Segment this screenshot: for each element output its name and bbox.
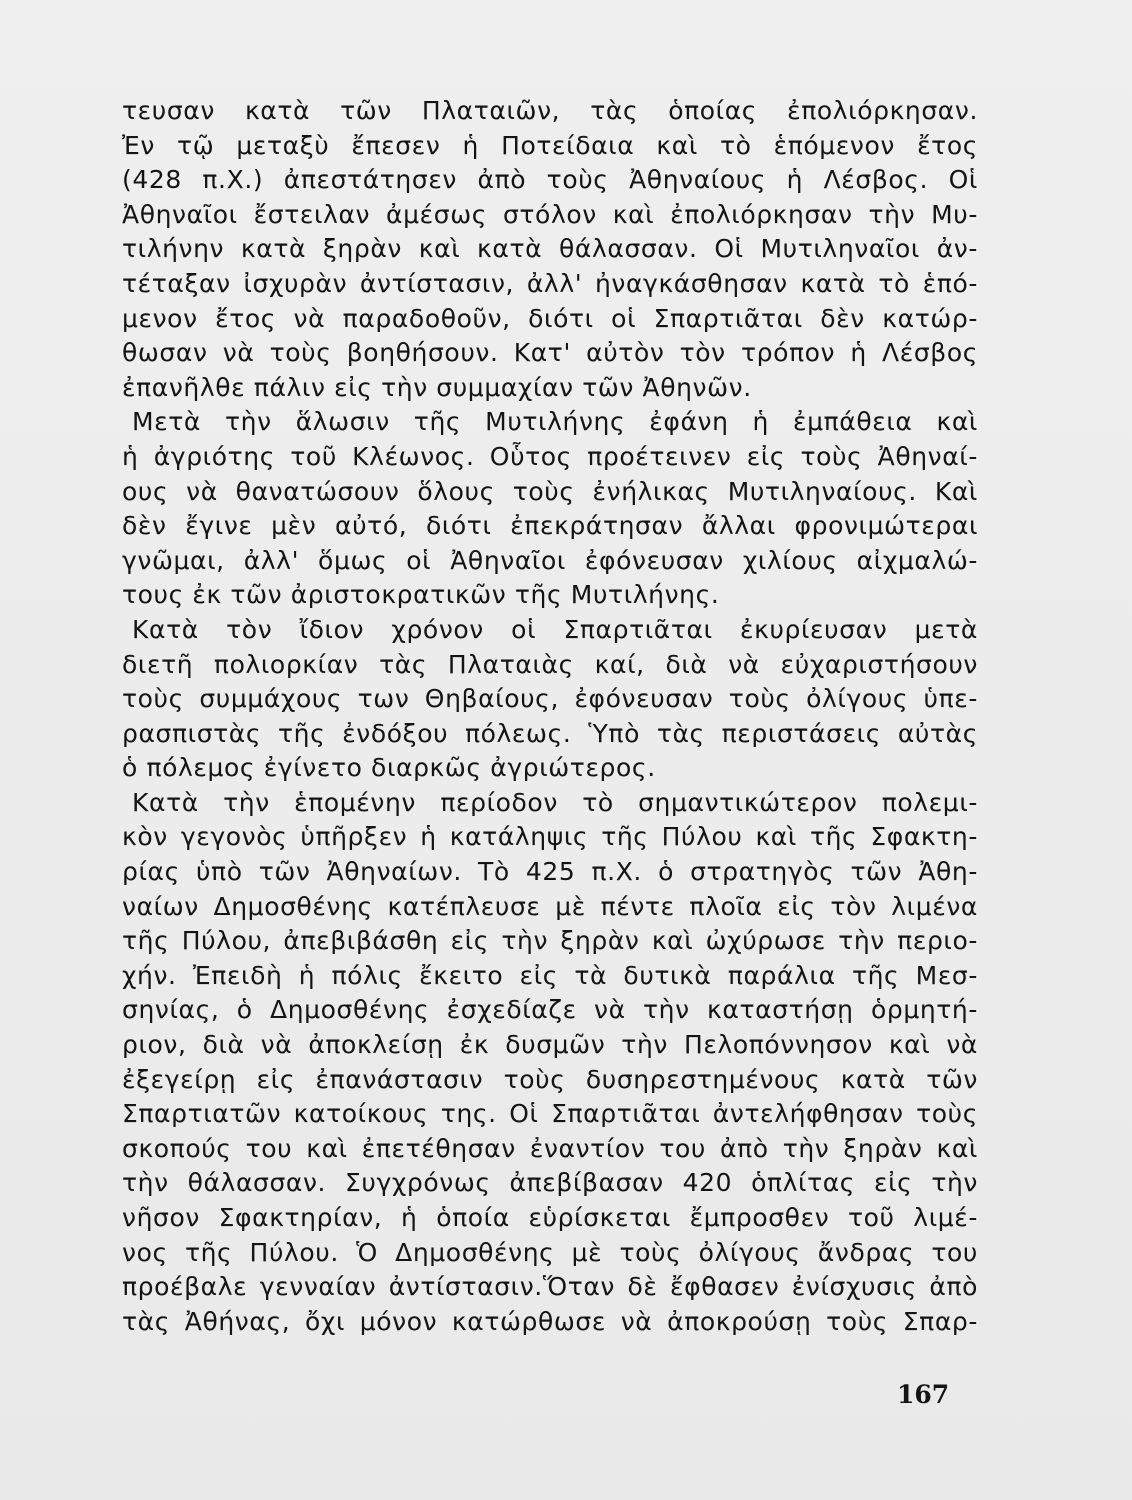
text-line: ριον, διὰ νὰ ἀποκλείσῃ ἐκ δυσμῶν τὴν Πελοπόννησον καὶ νὰ	[122, 1030, 978, 1060]
text-line: Ἐν τῷ μεταξὺ ἔπεσεν ἡ Ποτείδαια καὶ τὸ ἑπόμενον ἔτος	[122, 130, 978, 160]
text-line: κὸν γεγονὸς ὑπῆρξεν ἡ κατάληψις τῆς Πύλου καὶ τῆς Σφακτη-	[122, 822, 978, 852]
text-line: τευσαν κατὰ τῶν Πλαταιῶν, τὰς ὁποίας ἐπολιόρκησαν.	[122, 96, 978, 125]
text-line: ἐπανῆλθε πάλιν εἰς τὴν συμμαχίαν τῶν Ἀθηνῶν.	[122, 372, 752, 402]
text-line: ρίας ὑπὸ τῶν Ἀθηναίων. Τὸ 425 π.Χ. ὁ στρατηγὸς τῶν Ἀθη-	[122, 857, 978, 887]
text-line: ἐξεγείρῃ εἰς ἐπανάστασιν τοὺς δυσηρεστημένους κατὰ τῶν	[122, 1064, 978, 1094]
text-line: Ἀθηναῖοι ἔστειλαν ἀμέσως στόλον καὶ ἐπολιόρκησαν τὴν Μυ-	[122, 199, 978, 229]
text-line: τους ἐκ τῶν ἀριστοκρατικῶν τῆς Μυτιλήνης.	[122, 580, 720, 610]
text-line: τέταξαν ἰσχυρὰν ἀντίστασιν, ἀλλ' ἠναγκάσθησαν κατὰ τὸ ἑπό-	[122, 268, 978, 298]
text-line: Κατὰ τὴν ἑπομένην περίοδον τὸ σημαντικώτερον πολεμι-	[132, 787, 978, 817]
page-number: 167	[897, 1380, 950, 1409]
text-line: νος τῆς Πύλου. Ὁ Δημοσθένης μὲ τοὺς ὀλίγους ἄνδρας του	[122, 1237, 978, 1267]
text-line: προέβαλε γενναίαν ἀντίστασιν.Ὅταν δὲ ἔφθασεν ἐνίσχυσις ἀπὸ	[122, 1272, 978, 1302]
text-line: χήν. Ἐπειδὴ ἡ πόλις ἔκειτο εἰς τὰ δυτικὰ παράλια τῆς Μεσ-	[122, 960, 978, 990]
body-text	[122, 94, 978, 1339]
text-line: τὴν θάλασσαν. Συγχρόνως ἀπεβίβασαν 420 ὁπλίτας εἰς τὴν	[122, 1168, 978, 1198]
text-line: Σπαρτιατῶν κατοίκους της. Οἱ Σπαρτιᾶται ἀντελήφθησαν τοὺς	[122, 1099, 978, 1129]
text-line: τιλήνην κατὰ ξηρὰν καὶ κατὰ θάλασσαν. Οἱ Μυτιληναῖοι ἀν-	[122, 234, 978, 264]
text-line: ρασπιστὰς τῆς ἐνδόξου πόλεως. Ὑπὸ τὰς περιστάσεις αὐτὰς	[122, 718, 978, 748]
text-line: διετῆ πολιορκίαν τὰς Πλαταιὰς καί, διὰ νὰ εὐχαριστήσουν	[122, 649, 978, 679]
text-line: σηνίας, ὁ Δημοσθένης ἐσχεδίαζε νὰ τὴν καταστήσῃ ὁρμητή-	[122, 995, 978, 1025]
text-line: ους νὰ θανατώσουν ὅλους τοὺς ἐνήλικας Μυτιληναίους. Καὶ	[122, 476, 978, 506]
text-line: σκοπούς του καὶ ἐπετέθησαν ἐναντίον του ἀπὸ τὴν ξηρὰν καὶ	[122, 1133, 978, 1163]
text-line: νῆσον Σφακτηρίαν, ἡ ὁποία εὑρίσκεται ἔμπροσθεν τοῦ λιμέ-	[122, 1203, 978, 1232]
text-line: (428 π.Χ.) ἀπεστάτησεν ἀπὸ τοὺς Ἀθηναίους ἡ Λέσβος. Οἱ	[122, 165, 978, 195]
text-line: ἡ ἀγριότης τοῦ Κλέωνος. Οὗτος προέτεινεν εἰς τοὺς Ἀθηναί-	[122, 441, 978, 471]
text-line: ναίων Δημοσθένης κατέπλευσε μὲ πέντε πλοῖα εἰς τὸν λιμένα	[122, 891, 978, 921]
text-line: μενον ἔτος νὰ παραδοθοῦν, διότι οἱ Σπαρτιᾶται δὲν κατώρ-	[122, 303, 978, 333]
text-line: τῆς Πύλου, ἀπεβιβάσθη εἰς τὴν ξηρὰν καὶ ὠχύρωσε τὴν περιο-	[122, 926, 978, 956]
text-line: τοὺς συμμάχους των Θηβαίους, ἐφόνευσαν τοὺς ὀλίγους ὑπε-	[122, 684, 978, 714]
text-line: τὰς Ἀθήνας, ὄχι μόνον κατώρθωσε νὰ ἀποκρούσῃ τοὺς Σπαρ-	[122, 1306, 978, 1336]
text-line: γνῶμαι, ἀλλ' ὅμως οἱ Ἀθηναῖοι ἐφόνευσαν χιλίους αἰχμαλώ-	[122, 545, 978, 575]
text-line: θωσαν νὰ τοὺς βοηθήσουν. Κατ' αὐτὸν τὸν τρόπον ἡ Λέσβος	[122, 338, 978, 368]
text-line: Μετὰ τὴν ἅλωσιν τῆς Μυτιλήνης ἐφάνη ἡ ἐμπάθεια καὶ	[132, 407, 978, 437]
text-line: ὁ πόλεμος ἐγίνετο διαρκῶς ἀγριώτερος.	[122, 753, 656, 783]
text-line: δὲν ἔγινε μὲν αὐτό, διότι ἐπεκράτησαν ἄλλαι φρονιμώτεραι	[122, 511, 978, 541]
text-line: Κατὰ τὸν ἴδιον χρόνον οἱ Σπαρτιᾶται ἐκυρίευσαν μετὰ	[132, 614, 978, 644]
